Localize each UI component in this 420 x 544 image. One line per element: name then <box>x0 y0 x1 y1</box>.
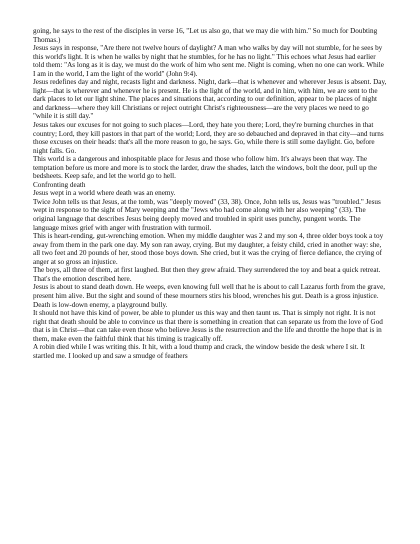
paragraph: Jesus redefines day and night, recasts light and darkness. Night, dark—that is whenever and wherever Jesus is absent. Day, light—that is wherever and whenever he is present. He is the light of the world, and in him, with him, we are sent to the dark places to let our light shine. The places and situations that, according to our definition, appear to be places of night and darkness—where they kill Christians or reject outright Christ's righteousness—are the very places we need to go "while it is still day." <box>33 78 387 121</box>
section-heading: Confronting death <box>33 180 86 189</box>
paragraph: A robin died while I was writing this. It hit, with a loud thump and crack, the window beside the desk where I sit. It startled me. I looked up and saw a smudge of feathers <box>33 343 365 360</box>
paragraph: Twice John tells us that Jesus, at the tomb, was "deeply moved" (33, 38). Once, John tells us, Jesus was "troubled." Jesus wept in response to the sight of Mary weeping and the "Jews who had come along with her also weeping" (33). The original language that describes Jesus being deeply moved and troubled in spirit uses punchy, pungent words. The language mixes grief with anger with frustration with turmoil. <box>33 197 381 232</box>
paragraph: This world is a dangerous and inhospitable place for Jesus and those who follow him. It's always been that way. The temptation before us more and more is to stock the larder, draw the shades, latch the windows, bolt the door, pull up the bedsheets. Keep safe, and let the world go to hell. <box>33 155 377 181</box>
paragraph: The boys, all three of them, at first laughed. But then they grew afraid. They surrendered the toy and beat a quick retreat. That's the emotion described here. <box>33 266 381 283</box>
paragraph: going, he says to the rest of the disciples in verse 16, "Let us also go, that we may die with him." So much for Doubting Thomas.) <box>33 27 378 44</box>
paragraph: It should not have this kind of power, be able to plunder us this way and then taunt us. That is simply not right. It is not right that death should be able to convince us that there is something in creation that can separate us from the love of God that is in Christ—that can take even those who believe Jesus is the resurrection and the life and throttle the hope that is in them, make even the faithful think that his timing is tragically off. <box>33 309 383 343</box>
paragraph: Jesus says in response, "Are there not twelve hours of daylight? A man who walks by day will not stumble, for he sees by this world's light. It is when he walks by night that he stumbles, for he has no light." This echoes what Jesus had earlier told them: "As long as it is day, we must do the work of him who sent me. Night is coming, when no one can work. While I am in the world, I am the light of the world" (John 9:4). <box>33 44 384 78</box>
paragraph: Jesus takes our excuses for not going to such places—Lord, they hate you there; Lord, they're burning churches in that country; Lord, they kill pastors in that part of the world; Lord, they are so debauched and depraved in that city—and turns those excuses on their heads: that's all the more reason to go, he says. Go, while there is still some daylight. Go, before night falls. Go. <box>33 121 384 155</box>
paragraph: This is heart-rending, gut-wrenching emotion. When my middle daughter was 2 and my son 4, three older boys took a toy away from them in the park one day. My son ran away, crying. But my daughter, a feisty child, cried in another way: she, all two feet and 20 pounds of her, stood those boys down. She cried, but it was the crying of fierce defiance, the crying of anger at so gross an injustice. <box>33 232 384 266</box>
paragraph: Jesus wept in a world where death was an enemy. <box>33 189 176 198</box>
paragraph: Jesus is about to stand death down. He weeps, even knowing full well that he is about to call Lazarus forth from the grave, present him alive. But the sight and sound of these mourners stirs his blood, wrenches his gut. Death is a gross injustice. Death is low-down enemy, a playground bully. <box>33 283 386 309</box>
